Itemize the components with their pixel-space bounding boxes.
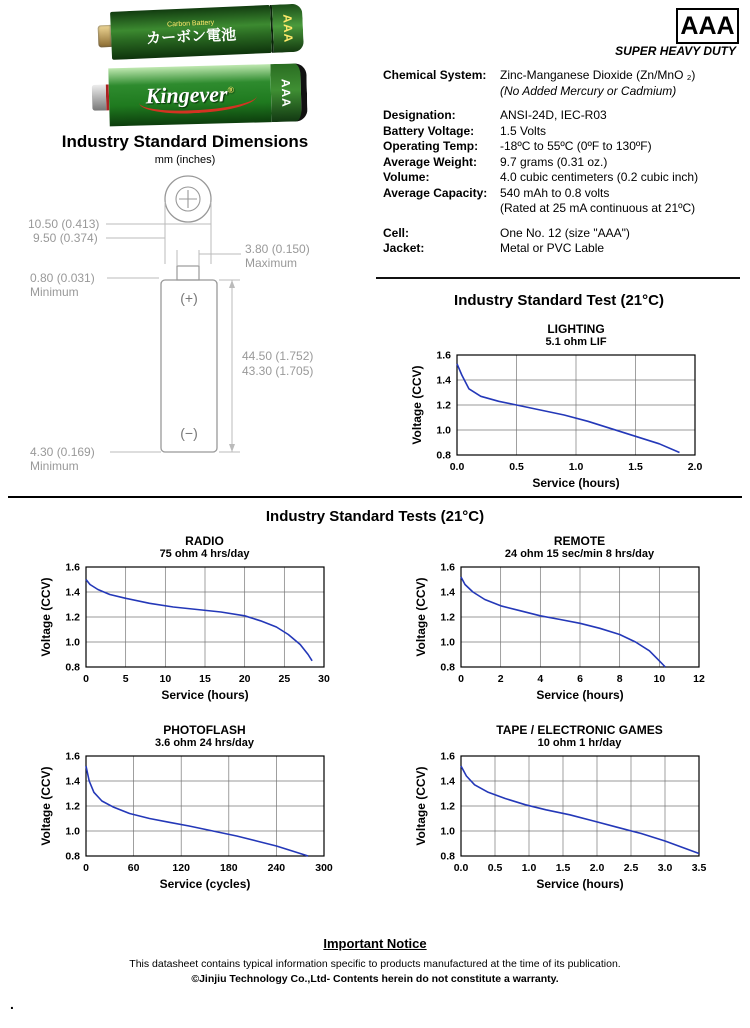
- x-axis-label: Service (hours): [160, 688, 249, 702]
- dim-inner-diameter: 9.50 (0.374): [33, 231, 98, 245]
- y-tick-label: 0.8: [64, 850, 80, 863]
- chart-canvas: [413, 751, 713, 892]
- battery-body: [110, 5, 272, 60]
- discharge-curve: [461, 766, 699, 854]
- dim-base-diameter-note: Minimum: [30, 459, 79, 473]
- spec-label: Cell:: [383, 225, 410, 240]
- battery-brand-logo: Kingever®: [145, 81, 235, 109]
- dimensions-subtitle: mm (inches): [154, 154, 216, 166]
- dim-button-height-note: Minimum: [30, 285, 79, 299]
- x-tick-label: 240: [267, 862, 285, 874]
- spec-row: [383, 139, 740, 155]
- x-tick-label: 1.5: [555, 862, 570, 874]
- y-axis-label: Voltage (CCV): [38, 766, 53, 846]
- chart-title: LIGHTING: [547, 322, 605, 336]
- single-test-heading: Industry Standard Test (21°C): [454, 292, 664, 309]
- chart-subtitle: 10 ohm 1 hr/day: [537, 737, 622, 749]
- y-tick-label: 1.6: [439, 751, 455, 763]
- x-tick-label: 2.5: [623, 862, 638, 874]
- x-tick-label: 6: [576, 673, 583, 685]
- chart-canvas: [38, 751, 338, 892]
- dim-length-max: 44.50 (1.752): [242, 349, 314, 363]
- chart-title: RADIO: [185, 534, 224, 548]
- y-tick-label: 1.6: [64, 751, 80, 763]
- battery-end-cap: [270, 4, 304, 53]
- spec-value: One No. 12 (size "AAA"): [500, 225, 630, 240]
- x-tick-label: 30: [317, 673, 330, 685]
- x-tick-label: 120: [171, 862, 190, 874]
- x-tick-label: 1.5: [628, 461, 643, 473]
- registered-mark: ®: [227, 84, 235, 95]
- x-tick-label: 5: [122, 673, 129, 685]
- chart-canvas: [409, 350, 709, 491]
- dim-button-height: 0.80 (0.031): [30, 271, 95, 285]
- spec-label: Volume:: [383, 170, 430, 184]
- specs-table: [383, 68, 740, 257]
- chart-subtitle: 24 ohm 15 sec/min 8 hrs/day: [504, 548, 655, 560]
- spec-note: (No Added Mercury or Cadmium): [500, 83, 677, 98]
- spec-value: -18ºC to 55ºC (0ºF to 130ºF): [500, 139, 652, 153]
- footer-dot: .: [10, 996, 14, 1012]
- spec-value: ANSI-24D, IEC-R03: [500, 108, 607, 122]
- chart-subtitle: 5.1 ohm LIF: [545, 336, 607, 348]
- battery-body: [108, 64, 271, 126]
- x-tick-label: 10: [652, 673, 665, 685]
- dim-length-min: 43.30 (1.705): [242, 364, 314, 378]
- test-charts-grid: [0, 534, 750, 892]
- spec-row: [383, 124, 740, 140]
- battery-label-japanese: カーボン電池: [145, 26, 237, 48]
- x-tick-label: 0: [457, 673, 464, 685]
- chart-canvas: [413, 562, 713, 703]
- chart-svg: [38, 751, 338, 892]
- x-axis-label: Service (hours): [535, 877, 624, 891]
- chart-tape-games: [413, 723, 713, 892]
- chart-subtitle: 75 ohm 4 hrs/day: [159, 548, 250, 560]
- important-notice: [0, 936, 750, 985]
- spec-value: 9.7 grams (0.31 oz.): [500, 154, 608, 169]
- chart-svg: [413, 751, 713, 892]
- y-tick-label: 1.0: [439, 636, 455, 649]
- y-axis-label: Voltage (CCV): [413, 766, 428, 846]
- spec-value: 4.0 cubic centimeters (0.2 cubic inch): [500, 170, 699, 184]
- y-tick-label: 1.6: [439, 562, 455, 574]
- x-tick-label: 2.0: [589, 862, 604, 874]
- dimension-drawing: [10, 166, 380, 496]
- x-tick-label: 2: [497, 673, 504, 685]
- spec-row: [383, 68, 740, 99]
- battery-end-cap: [270, 63, 308, 122]
- notice-heading: Important Notice: [323, 936, 427, 951]
- chart-radio: [38, 534, 338, 703]
- y-tick-label: 1.4: [64, 586, 80, 599]
- x-tick-label: 4: [536, 673, 543, 685]
- y-axis-label: Voltage (CCV): [413, 577, 428, 657]
- discharge-curve: [86, 766, 308, 856]
- y-axis-label: Voltage (CCV): [410, 365, 424, 445]
- y-tick-label: 1.0: [439, 825, 455, 838]
- x-tick-label: 2.0: [687, 461, 703, 473]
- battery-photo-carbon: [97, 4, 304, 61]
- spec-row: [383, 155, 740, 171]
- y-tick-label: 1.6: [64, 562, 80, 574]
- notice-line2: ©Jinjiu Technology Co.,Ltd- Contents herein do not constitute a warranty.: [191, 973, 559, 985]
- battery-size-label: AAA: [278, 78, 294, 108]
- spec-row: [383, 108, 740, 124]
- x-tick-label: 25: [277, 673, 290, 685]
- y-axis-label: Voltage (CCV): [38, 577, 53, 657]
- chart-remote: [413, 534, 713, 703]
- spec-label: Average Capacity:: [383, 185, 488, 200]
- y-tick-label: 1.2: [64, 800, 80, 813]
- negative-terminal-symbol: (−): [180, 425, 198, 441]
- x-tick-label: 0: [82, 862, 89, 874]
- chart-lighting: [378, 322, 740, 491]
- x-tick-label: 0.5: [487, 862, 502, 874]
- x-tick-label: 20: [238, 673, 251, 685]
- spec-label: Jacket:: [383, 241, 425, 255]
- y-tick-label: 1.0: [64, 825, 80, 838]
- x-axis-label: Service (hours): [535, 688, 624, 702]
- x-tick-label: 15: [198, 673, 211, 685]
- y-tick-label: 0.8: [439, 661, 455, 674]
- x-axis-label: Service (cycles): [159, 877, 250, 891]
- x-axis-label: Service (hours): [532, 476, 620, 490]
- y-tick-label: 0.8: [439, 850, 455, 863]
- y-tick-label: 1.4: [439, 586, 455, 599]
- y-tick-label: 1.4: [436, 374, 451, 387]
- y-tick-label: 1.2: [439, 800, 455, 813]
- chart-svg: [38, 562, 338, 703]
- spec-label: Designation:: [383, 108, 456, 122]
- dim-button-diameter: 3.80 (0.150): [245, 242, 310, 256]
- x-tick-label: 0: [82, 673, 89, 685]
- x-tick-label: 300: [314, 862, 333, 874]
- x-tick-label: 10: [158, 673, 171, 685]
- battery-positive-terminal: [98, 25, 112, 48]
- y-tick-label: 1.0: [436, 424, 451, 437]
- y-tick-label: 1.0: [64, 636, 80, 649]
- x-tick-label: 12: [692, 673, 705, 685]
- dimensions-title: Industry Standard Dimensions: [61, 132, 309, 151]
- x-tick-label: 0.0: [453, 862, 468, 874]
- x-tick-label: 0.0: [449, 461, 465, 473]
- y-tick-label: 1.4: [439, 775, 455, 788]
- spec-value: Zinc-Manganese Dioxide (Zn/MnO ₂) (No Added Mercury or Cadmium): [500, 68, 740, 99]
- dim-outer-diameter: 10.50 (0.413): [28, 217, 100, 231]
- x-tick-label: 0.5: [509, 461, 524, 473]
- discharge-curve: [457, 364, 680, 453]
- x-tick-label: 60: [127, 862, 139, 874]
- y-tick-label: 0.8: [64, 661, 80, 674]
- chart-title: PHOTOFLASH: [163, 723, 246, 737]
- y-tick-label: 1.2: [64, 611, 80, 624]
- section-divider: [8, 496, 742, 498]
- product-tagline: SUPER HEAVY DUTY: [615, 44, 736, 58]
- y-tick-label: 1.2: [439, 611, 455, 624]
- spec-label: Average Weight:: [383, 154, 478, 169]
- spec-value: 1.5 Volts: [500, 123, 547, 138]
- dim-base-diameter: 4.30 (0.169): [30, 445, 95, 459]
- multi-test-heading: Industry Standard Tests (21°C): [265, 508, 485, 525]
- chart-photoflash: [38, 723, 338, 892]
- spec-row: [383, 226, 740, 242]
- x-tick-label: 8: [616, 673, 623, 685]
- chart-svg: [413, 562, 713, 703]
- positive-terminal-symbol: (+): [180, 290, 198, 306]
- battery-positive-terminal: [92, 84, 110, 110]
- y-tick-label: 1.4: [64, 775, 80, 788]
- y-tick-label: 1.2: [436, 399, 451, 412]
- spec-row: [383, 170, 740, 186]
- chart-canvas: [38, 562, 338, 703]
- spec-note: (Rated at 25 mA continuous at 21ºC): [500, 201, 696, 215]
- chart-title: TAPE / ELECTRONIC GAMES: [496, 723, 663, 737]
- battery-brand-small: Carbon Battery: [166, 19, 215, 29]
- size-badge: AAA: [676, 8, 739, 44]
- y-tick-label: 1.6: [436, 350, 451, 362]
- spec-row: [383, 241, 740, 257]
- x-tick-label: 3.0: [657, 862, 672, 874]
- x-tick-label: 3.5: [691, 862, 706, 874]
- y-tick-label: 0.8: [436, 449, 451, 462]
- battery-photo-kingever: [91, 63, 307, 127]
- chart-subtitle: 3.6 ohm 24 hrs/day: [154, 737, 255, 749]
- x-tick-label: 1.0: [521, 862, 536, 874]
- spec-label: Operating Temp:: [383, 139, 479, 153]
- battery-size-label: AAA: [280, 13, 296, 43]
- spec-value: Metal or PVC Lable: [500, 241, 605, 255]
- chart-svg: [409, 350, 709, 491]
- specs-divider: [376, 277, 740, 279]
- x-tick-label: 1.0: [568, 461, 584, 473]
- spec-row: [383, 186, 740, 217]
- x-tick-label: 180: [219, 862, 238, 874]
- notice-line1: This datasheet contains typical information specific to products manufactured at the time of its publication.: [129, 958, 621, 970]
- spec-label: Chemical System:: [383, 68, 487, 82]
- discharge-curve: [461, 577, 665, 667]
- spec-label: Battery Voltage:: [383, 123, 475, 138]
- spec-value: 540 mAh to 0.8 volts (Rated at 25 mA continuous at 21ºC): [500, 186, 740, 217]
- dim-button-diameter-note: Maximum: [245, 256, 298, 270]
- chart-title: REMOTE: [553, 534, 606, 548]
